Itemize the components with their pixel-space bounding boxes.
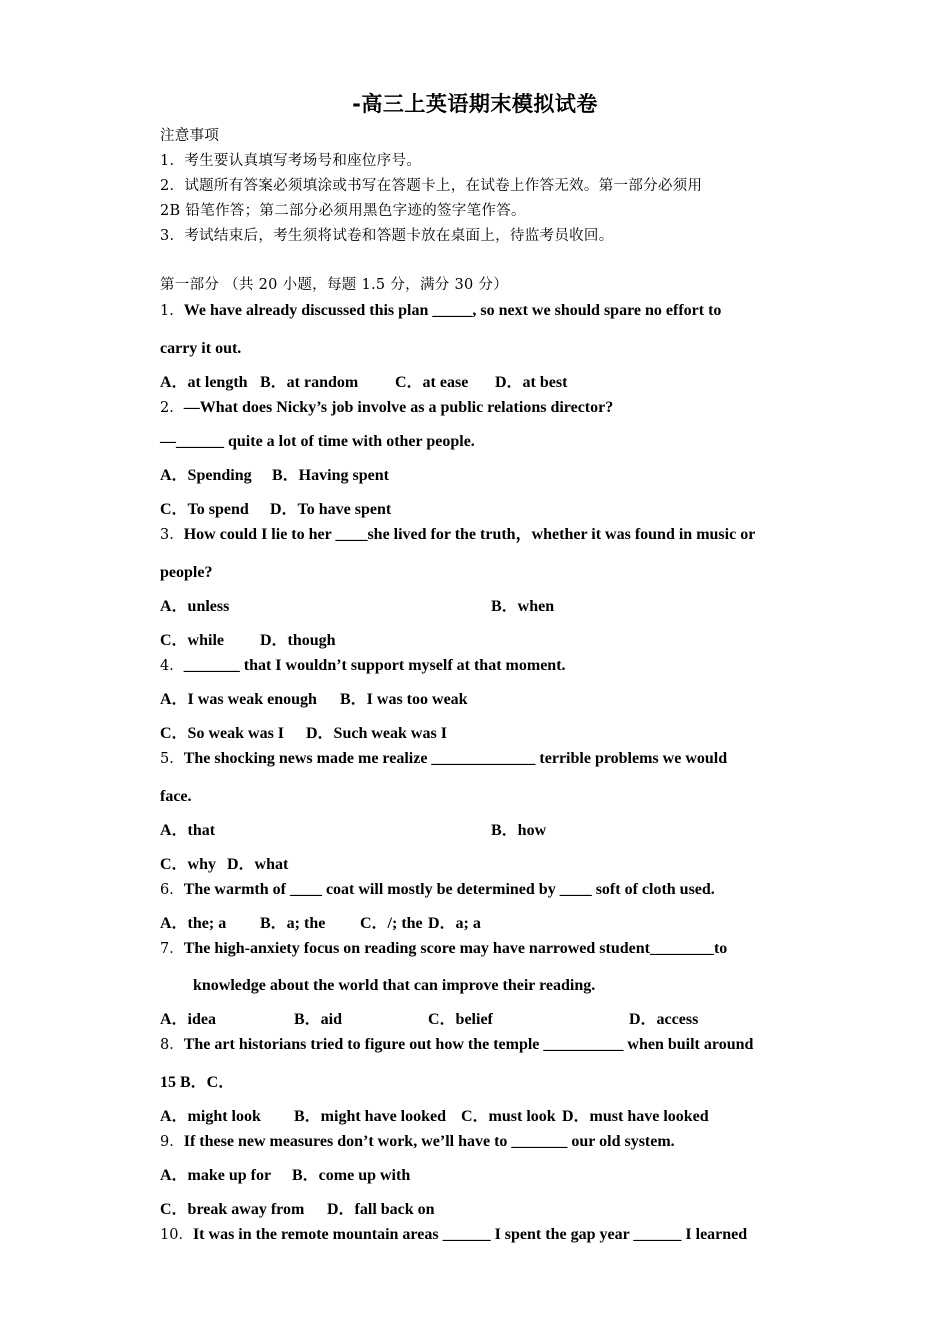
question-number: 9． — [160, 1134, 184, 1150]
question-stem: —What does Nicky’s job involve as a public relations director? — [183, 399, 614, 416]
option-c: C．break away from — [160, 1201, 305, 1218]
option-b: B．come up with — [292, 1167, 411, 1184]
option-c: C．So weak was I — [160, 725, 285, 742]
option-a: A．the; a — [160, 915, 227, 932]
option-b: B．at random — [260, 374, 359, 391]
option-b: B．Having spent — [272, 467, 389, 484]
option-c: C．/; the — [360, 915, 423, 932]
question-stem: The art historians tried to figure out how the temple __________ when built around — [183, 1036, 754, 1053]
question-4 — [160, 657, 566, 675]
notice-item: 3．考试结束后，考生须将试卷和答题卡放在桌面上，待监考员收回。 — [160, 228, 614, 244]
question-stem-cont: —______ quite a lot of time with other people. — [160, 433, 475, 450]
question-stem-cont: 15 B．C． — [160, 1074, 235, 1091]
question-number: 4． — [160, 658, 184, 674]
question-stem: The high-anxiety focus on reading score may have narrowed student________to — [183, 940, 728, 957]
option-c: C．at ease — [395, 374, 469, 391]
question-stem: It was in the remote mountain areas ______ I spent the gap year ______ I learned — [192, 1226, 748, 1243]
question-stem: The shocking news made me realize _____________ terrible problems we would — [183, 750, 728, 767]
question-2 — [160, 399, 613, 417]
question-stem-cont: knowledge about the world that can improve their reading. — [193, 977, 596, 994]
question-7 — [160, 940, 727, 958]
question-8 — [160, 1036, 753, 1054]
page-title: -高三上英语期末模拟试卷 — [352, 92, 598, 116]
option-b: B．I was too weak — [340, 691, 468, 708]
option-a: A．idea — [160, 1011, 217, 1028]
option-b: B．a; the — [260, 915, 326, 932]
option-b: B．might have looked — [294, 1108, 447, 1125]
option-b: B．aid — [294, 1011, 343, 1028]
option-b: B．how — [491, 822, 547, 839]
option-a: A．at length — [160, 374, 248, 391]
question-1 — [160, 302, 721, 320]
question-number: 10． — [160, 1227, 193, 1243]
question-stem: The warmth of ____ coat will mostly be determined by ____ soft of cloth used. — [183, 881, 715, 898]
question-number: 5． — [160, 751, 184, 767]
question-stem-cont: people? — [160, 564, 213, 581]
option-d: D．what — [227, 856, 289, 873]
option-d: D．at best — [495, 374, 568, 391]
section-heading: 第一部分 （共 20 小题，每题 1.5 分，满分 30 分） — [160, 277, 509, 293]
question-6 — [160, 881, 715, 899]
option-d: D．a; a — [428, 915, 481, 932]
option-a: A．might look — [160, 1108, 261, 1125]
option-c: C．why — [160, 856, 217, 873]
option-a: A．Spending — [160, 467, 252, 484]
option-a: A．that — [160, 822, 216, 839]
question-10 — [160, 1226, 747, 1244]
option-d: D．fall back on — [327, 1201, 435, 1218]
option-d: D．Such weak was I — [306, 725, 447, 742]
option-d: D．To have spent — [270, 501, 392, 518]
notice-item: 2．试题所有答案必须填涂或书写在答题卡上，在试卷上作答无效。第一部分必须用 — [160, 178, 703, 194]
notice-heading: 注意事项 — [160, 128, 220, 144]
question-number: 8． — [160, 1037, 184, 1053]
question-number: 6． — [160, 882, 184, 898]
option-d: D．though — [260, 632, 336, 649]
question-9 — [160, 1133, 675, 1151]
option-c: C．To spend — [160, 501, 249, 518]
option-c: C．while — [160, 632, 225, 649]
question-stem-cont: carry it out. — [160, 340, 242, 357]
question-stem: How could I lie to her ____she lived for the truth，whether it was found in music or — [183, 526, 756, 543]
question-3 — [160, 526, 755, 544]
question-number: 2． — [160, 400, 184, 416]
option-d: D．must have looked — [562, 1108, 709, 1125]
option-c: C．belief — [428, 1011, 493, 1028]
question-stem-cont: face. — [160, 788, 192, 805]
question-stem: We have already discussed this plan _____, so next we should spare no effort to — [183, 302, 722, 319]
question-number: 7． — [160, 941, 184, 957]
option-a: A．I was weak enough — [160, 691, 317, 708]
question-number: 1． — [160, 303, 184, 319]
question-number: 3． — [160, 527, 184, 543]
notice-item: 2B 铅笔作答；第二部分必须用黑色字迹的签字笔作答。 — [160, 203, 526, 219]
question-stem: _______ that I wouldn’t support myself at that moment. — [183, 657, 566, 674]
option-d: D．access — [629, 1011, 699, 1028]
question-stem: If these new measures don’t work, we’ll have to _______ our old system. — [183, 1133, 675, 1150]
option-a: A．unless — [160, 598, 230, 615]
option-a: A．make up for — [160, 1167, 272, 1184]
option-b: B．when — [491, 598, 555, 615]
question-5 — [160, 750, 727, 768]
notice-item: 1．考生要认真填写考场号和座位序号。 — [160, 153, 422, 169]
option-c: C．must look — [461, 1108, 556, 1125]
